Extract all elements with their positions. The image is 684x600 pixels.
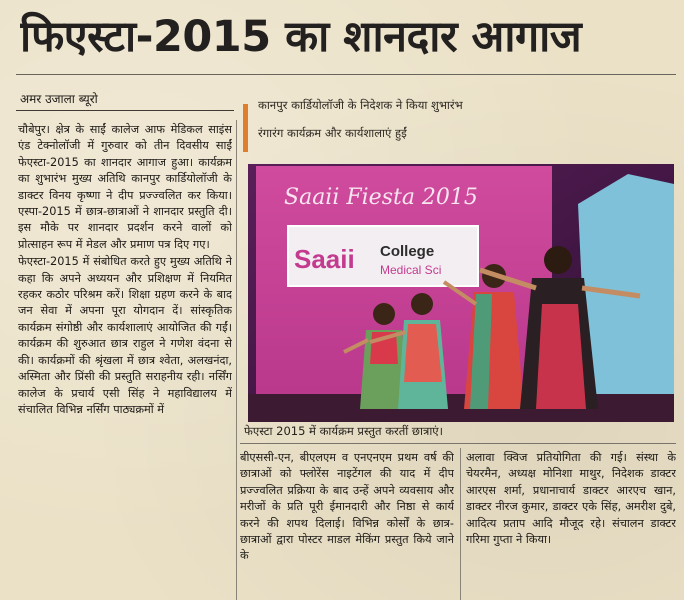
photo-caption: फेएस्टा 2015 में कार्यक्रम प्रस्तुत करतीं छात्राएं।: [244, 424, 444, 438]
banner-college: College: [380, 243, 435, 260]
middle-column-text: बीएससी-एन, बीएलएम व एनएनएम प्रथम वर्ष की छात्राओं को फ्लोरेंस नाइटेंगल की याद में दीप प्रज्ज्वलित प्रक्रिया के बाद उन्हें अपने व्यवसाय और मरीजों के प्रति पूरी ईमानदारी और निष्ठा से कार्य करने की शपथ दिलाई। विभिन्न कोर्सों के छात्र-छात्राओं द्वारा पोस्टर माडल मेकिंग प्रस्तुत किये जाने के: [240, 451, 454, 563]
right-column-text: अलावा क्विज प्रतियोगिता की गई। संस्था के चेयरमैन, अध्यक्ष मोनिशा माथुर, निदेशक डाक्टर आरएस शर्मा, प्रधानाचार्य डाक्टर आरएच खान, डाक्टर नीरज कुमार, डाक्टर एके सिंह, अमरीश दुबे, आदित्य प्रताप आदि मौजूद रहे। संचालन डाक्टर गरिमा गुप्ता ने किया।: [466, 451, 676, 547]
paragraph-2: फेएस्टा-2015 में संबोधित करते हुए मुख्य अतिथि ने कहा कि अपने अध्ययन और प्रशिक्षण में नियमित रहकर कठोर परिश्रम करें। शिक्षा ग्रहण करने के बाद जन सेवा में अपना पूरा योगदान दें। सांस्कृतिक कार्यक्रम संगोष्ठी और कार्यशालाएं आयोजित की गईं। कार्यक्रम की शुरुआत छात्र राहुल ने गणेश वंदना से की। कार्यक्रमों की श्रृंखला में छात्र श्वेता, अलखनंदा, अस्मिता और प्रिंसी की प्रस्तुति सराहनीय रही। नर्सिंग कालेज के प्रचार्य एसी सिंह ने महाविद्यालय में संचालित विभिन्न नर्सिंग पाठ्यक्रमों में: [18, 255, 232, 416]
banner-name: Saaii: [294, 244, 355, 274]
event-photo: [248, 164, 674, 422]
event-photo-illustration: [248, 164, 674, 422]
caption-rule: [240, 443, 676, 444]
subhead-2: रंगारंग कार्यक्रम और कार्यशालाएं हुईं: [258, 126, 407, 140]
left-column: [18, 122, 232, 600]
headline-rule: [16, 74, 676, 75]
paragraph-1: चौबेपुर। क्षेत्र के साईं कालेज आफ मेडिकल साइंस एंड टेक्नोलॉजी में गुरुवार को तीन दिवसीय साईं फेएस्टा-2015 का शानदार आगाज हुआ। कार्यक्रम का शुभारंभ मुख्य अतिथि कानपुर कार्डियोलॉजी के डाक्टर विनय कृष्णा ने दीप प्रज्ज्वलित कर किया। एस्पा-2015 में छात्र-छात्राओं ने शानदार प्रस्तुति दी। इस मौके पर शानदार प्रदर्शन करने वालों को प्रोत्साहन रूप में मेडल और प्रमाण पत्र दिए गए।: [18, 123, 232, 251]
banner-title: Saaii Fiesta 2015: [284, 185, 478, 210]
column-divider-right: [460, 448, 461, 600]
middle-column: [240, 450, 454, 600]
subhead-1: कानपुर कार्डियोलॉजी के निदेशक ने किया शुभारंभ: [258, 98, 463, 112]
banner-medical: Medical Sci: [380, 263, 442, 277]
byline-rule: [16, 110, 234, 111]
headline: फिएस्टा-2015 का शानदार आगाज: [20, 12, 582, 62]
byline: अमर उजाला ब्यूरो: [20, 92, 98, 106]
column-divider-left: [236, 120, 237, 600]
right-column: [466, 450, 676, 600]
subhead-accent-bar: [243, 104, 248, 152]
